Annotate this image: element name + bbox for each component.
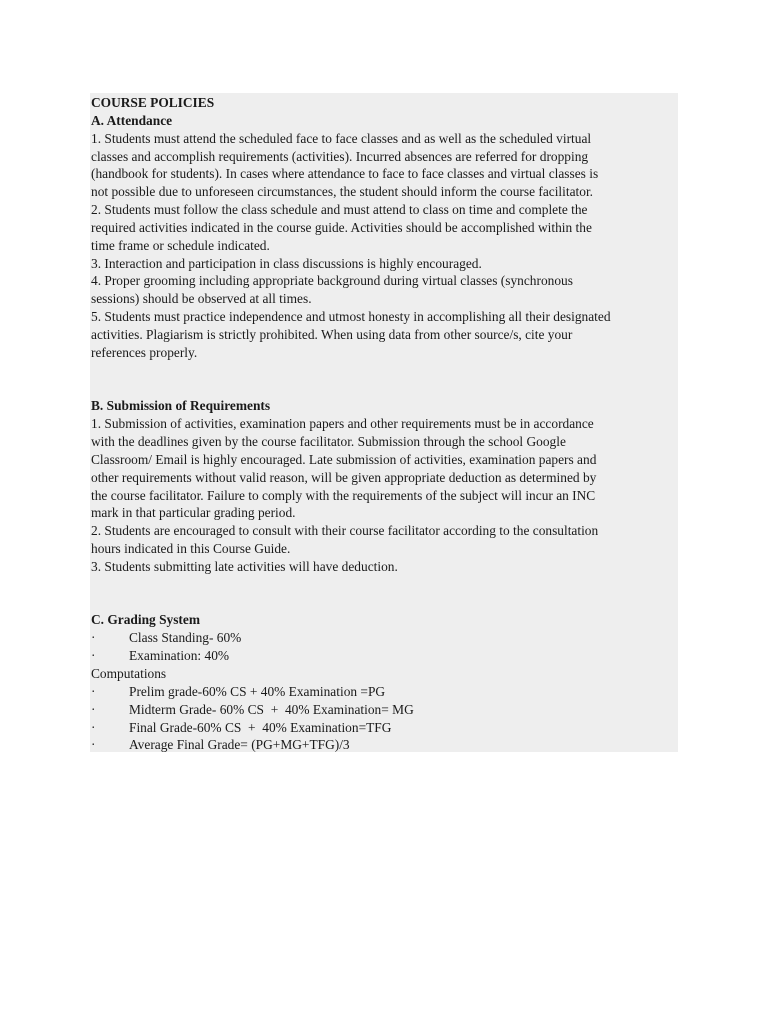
computation-item	[91, 736, 681, 754]
attendance-line: classes and accomplish requirements (activities). Incurred absences are referred for dropping	[91, 148, 589, 164]
bullet-icon: ·	[91, 737, 96, 753]
course-policies-content	[91, 94, 681, 754]
weight-text: Class Standing- 60%	[129, 630, 242, 646]
spacer	[91, 576, 681, 594]
attendance-line: 1. Students must attend the scheduled face to face classes and as well as the scheduled virtual	[91, 130, 592, 146]
submission-line: 3. Students submitting late activities will have deduction.	[91, 558, 398, 574]
spacer	[91, 362, 681, 380]
submission-line: 2. Students are encouraged to consult with their course facilitator according to the consultation	[91, 523, 599, 539]
attendance-line: 3. Interaction and participation in class discussions is highly encouraged.	[91, 255, 482, 271]
computation-item	[91, 719, 681, 737]
attendance-section	[91, 130, 681, 362]
submission-line: the course facilitator. Failure to comply with the requirements of the subject will incur an INC	[91, 487, 596, 503]
bullet-icon: ·	[91, 630, 96, 646]
submission-section	[91, 415, 681, 576]
submission-line: 1. Submission of activities, examination papers and other requirements must be in accordance	[91, 416, 594, 432]
submission-line: with the deadlines given by the course facilitator. Submission through the school Google	[91, 434, 566, 450]
spacer	[91, 594, 681, 612]
computation-text: Midterm Grade- 60% CS + 40% Examination= MG	[129, 701, 414, 717]
attendance-line: references properly.	[91, 344, 198, 360]
submission-line: hours indicated in this Course Guide.	[91, 541, 291, 557]
attendance-line: 2. Students must follow the class schedule and must attend to class on time and complete the	[91, 202, 588, 218]
bullet-icon: ·	[91, 719, 96, 735]
computation-text: Average Final Grade= (PG+MG+TFG)/3	[129, 737, 350, 753]
grading-section	[91, 629, 681, 754]
attendance-line: 5. Students must practice independence and utmost honesty in accomplishing all their designated	[91, 309, 611, 325]
computation-item	[91, 683, 681, 701]
bullet-icon: ·	[91, 701, 96, 717]
spacer	[91, 380, 681, 398]
submission-heading: B. Submission of Requirements	[91, 398, 271, 414]
attendance-line: activities. Plagiarism is strictly prohibited. When using data from other source/s, cite your	[91, 326, 573, 342]
attendance-line: required activities indicated in the course guide. Activities should be accomplished within the	[91, 219, 592, 235]
attendance-line: (handbook for students). In cases where attendance to face to face classes and virtual classes is	[91, 166, 599, 182]
submission-line: mark in that particular grading period.	[91, 505, 296, 521]
attendance-line: time frame or schedule indicated.	[91, 237, 270, 253]
computation-text: Prelim grade-60% CS + 40% Examination =PG	[129, 683, 386, 699]
weight-item	[91, 647, 681, 665]
computations-label: Computations	[91, 666, 167, 681]
computation-text: Final Grade-60% CS + 40% Examination=TFG	[129, 719, 392, 735]
submission-line: other requirements without valid reason, will be given appropriate deduction as determined by	[91, 469, 597, 485]
attendance-line: not possible due to unforeseen circumstances, the student should inform the course facilitator.	[91, 184, 594, 200]
document-title: COURSE POLICIES	[91, 95, 215, 110]
bullet-icon: ·	[91, 683, 96, 699]
attendance-heading: A. Attendance	[91, 112, 173, 128]
submission-line: Classroom/ Email is highly encouraged. Late submission of activities, examination papers and	[91, 451, 597, 467]
weight-text: Examination: 40%	[129, 648, 230, 664]
bullet-icon: ·	[91, 648, 96, 664]
attendance-line: sessions) should be observed at all times.	[91, 291, 312, 307]
weight-item	[91, 629, 681, 647]
grading-heading: C. Grading System	[91, 612, 200, 628]
attendance-line: 4. Proper grooming including appropriate background during virtual classes (synchronous	[91, 273, 573, 289]
computation-item	[91, 701, 681, 719]
